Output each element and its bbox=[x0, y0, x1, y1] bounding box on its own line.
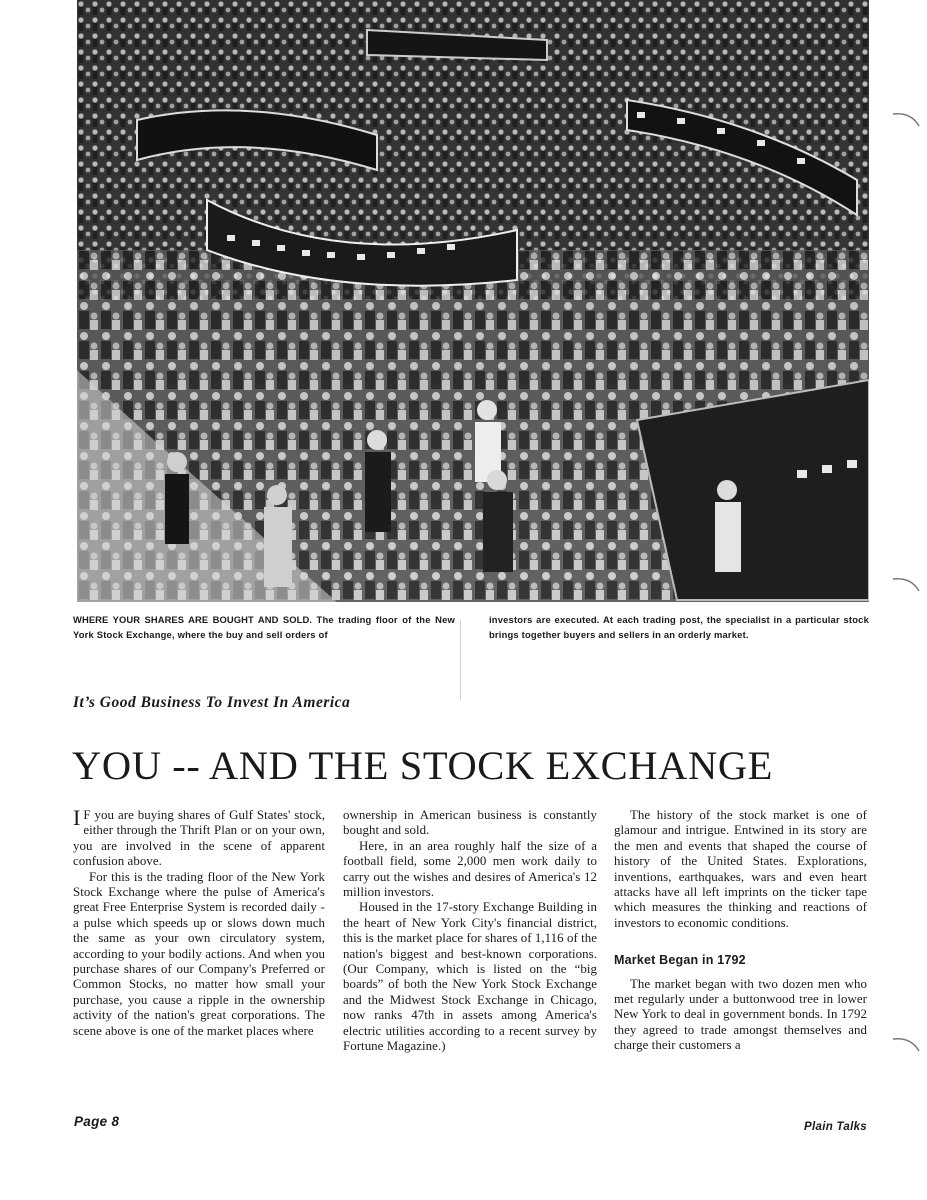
article-headline: YOU -- AND THE STOCK EXCHANGE bbox=[72, 743, 774, 788]
column-1-paragraph-1 bbox=[73, 805, 325, 870]
publication-name: Plain Talks bbox=[804, 1121, 867, 1133]
column-1-paragraph-2: For this is the trading floor of the New York Stock Exchange where the pulse of America's great Free Enterprise System is recorded daily - a pulse which speeds up or slows down much the same as your own circulatory system, according to your bodily actions. And when you purchase shares of our Company's Preferred or Common Stocks, no matter how small your purchase, you cause a ripple in the ownership activity of the nation's great corporations. The scene above is one of the market places where bbox=[73, 869, 325, 1038]
fold-line bbox=[460, 620, 461, 700]
photo-caption-right: investors are executed. At each trading post, the specialist in a particular stock brings together buyers and sellers in an orderly market. bbox=[489, 614, 869, 640]
page-number: Page 8 bbox=[74, 1114, 120, 1129]
section-subhead: Market Began in 1792 bbox=[614, 953, 746, 968]
column-3-paragraph-1: The history of the stock market is one of glamour and intrigue. Entwined in its story are the men and events that shaped the course of history of the United States. Explorations, inventions, earthquakes, wars and even heart attacks have all left imprints on the ticker tape which measures the thinking and reactions of investors to economic conditions. bbox=[614, 808, 867, 930]
photo-caption-left bbox=[73, 612, 455, 642]
article-kicker: It’s Good Business To Invest In America bbox=[73, 694, 351, 711]
binder-hole-mark bbox=[891, 575, 921, 595]
binder-hole-mark bbox=[891, 110, 921, 130]
article-column-2 bbox=[343, 808, 597, 1055]
caption-lead: WHERE YOUR SHARES ARE BOUGHT AND SOLD. bbox=[73, 614, 313, 625]
column-2-paragraph-1: ownership in American business is constantly bought and sold. bbox=[343, 808, 597, 838]
column-1-paragraph-1-text: F you are buying shares of Gulf States' stock, either through the Thrift Plan or on your own, you are involved in the scene of apparent confusion above. bbox=[73, 808, 325, 869]
article-column-1 bbox=[73, 805, 325, 1039]
caption-left-text: The trading floor of the New York Stock Exchange, where the buy and sell orders of bbox=[73, 614, 455, 640]
trading-floor-photo bbox=[77, 0, 869, 602]
drop-cap: I bbox=[73, 805, 81, 830]
column-3-paragraph-2: The market began with two dozen men who met regularly under a buttonwood tree in lower New York to deal in government bonds. In 1792 they agreed to trade amongst themselves and charge their customers a bbox=[614, 976, 867, 1053]
article-column-3 bbox=[614, 808, 867, 1054]
trading-floor-illustration bbox=[77, 0, 869, 602]
binder-hole-mark bbox=[891, 1035, 921, 1055]
column-2-paragraph-3: Housed in the 17-story Exchange Building in the heart of New York City's financial district, this is the market place for shares of 1,116 of the nation's biggest and best-known corporations. (Our Company, which is listed on the “big boards” of both the New York Stock Exchange and the Midwest Stock Exchange in Chicago, now ranks 47th in assets among America's electric utilities according to a recent survey by Fortune Magazine.) bbox=[343, 900, 597, 1054]
column-2-paragraph-2: Here, in an area roughly half the size of a football field, some 2,000 men work daily to carry out the wishes and desires of America's 12 million investors. bbox=[343, 838, 597, 900]
